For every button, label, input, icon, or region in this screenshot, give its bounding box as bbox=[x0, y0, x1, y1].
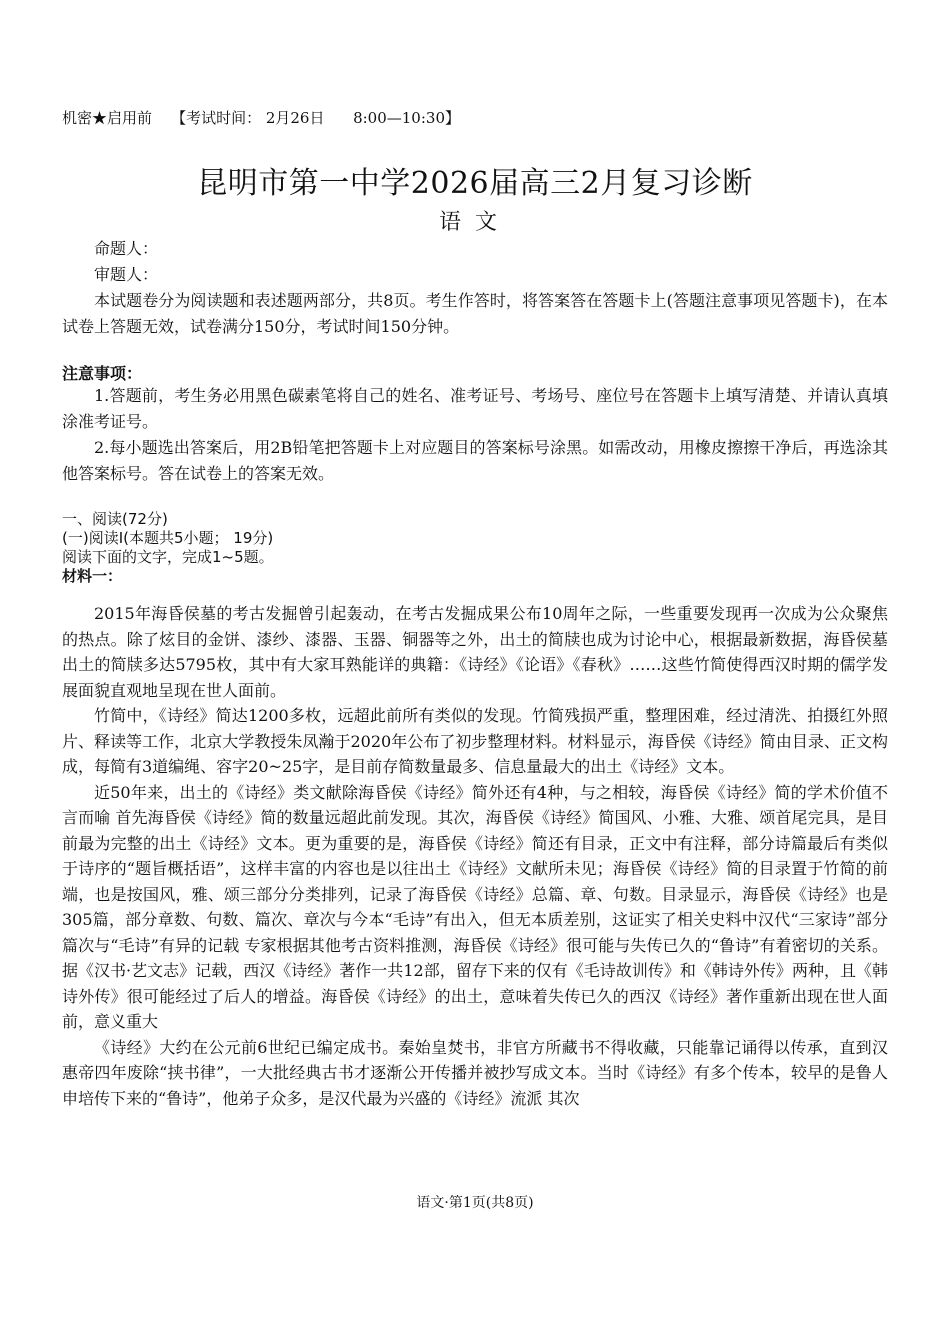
intro-paragraph: 本试题卷分为阅读题和表述题两部分，共8页。考生作答时，将答案答在答题卡上(答题注意事项见答题卡)，在本试卷上答题无效，试卷满分150分，考试时间150分钟。 bbox=[62, 291, 888, 336]
reviewer-label: 审题人： bbox=[94, 265, 159, 284]
confidential-exam-time: 机密★启用前 【考试时间： 2月26日 8:00—10:30】 bbox=[62, 109, 460, 127]
section-headings bbox=[62, 510, 888, 586]
subject-title: 语文 bbox=[438, 210, 511, 235]
exam-meta bbox=[62, 236, 888, 340]
note-item: 2.每小题选出答案后，用2B铅笔把答题卡上对应题目的答案标号涂黑。如需改动，用橡皮擦擦干净后，再选涂其他答案标号。答在试卷上的答案无效。 bbox=[62, 438, 888, 483]
exam-title: 昆明市第一中学2026届高三2月复习诊断 bbox=[197, 166, 753, 201]
paragraph: 《诗经》大约在公元前6世纪已编定成书。秦始皇焚书，非官方所藏书不得收藏，只能靠记诵得以传承，直到汉惠帝四年废除“挟书律”，一大批经典古书才逐渐公开传播并被抄写成文本。当时《诗经》有多个传本，较早的是鲁人申培传下来的“鲁诗”，他弟子众多，是汉代最为兴盛的《诗经》流派 其次 bbox=[62, 1037, 888, 1108]
material-text bbox=[62, 601, 888, 1111]
note-item: 1.答题前，考生务必用黑色碳素笔将自己的姓名、准考证号、考场号、座位号在答题卡上填写清楚、并请认真填涂准考证号。 bbox=[62, 386, 888, 431]
paragraph: 近50年来，出土的《诗经》类文献除海昏侯《诗经》简外还有4种，与之相较，海昏侯《诗经》简的学术价值不言而喻 首先海昏侯《诗经》简的数量远超此前发现。其次，海昏侯《诗经》简国风、小雅、大雅、颂首尾完具，是目前最为完整的出土《诗经》文本。更为重要的是，海昏侯《诗经》简还有目录，正文中有注释，部分诗篇最后有类似于诗序的“题旨概括语”，这样丰富的内容也是以往出土《诗经》文献所未见；海昏侯《诗经》简的目录置于竹简的前端，也是按国风，雅、颂三部分分类排列，记录了海昏侯《诗经》总篇、章、句数。目录显示，海昏侯《诗经》也是305篇，部分章数、句数、篇次、章次与今本“毛诗”有出入，但无本质差别，这证实了相关史料中汉代“三家诗”部分篇次与“毛诗”有异的记载 专家根据其他考古资料推测，海昏侯《诗经》很可能与失传已久的“鲁诗”有着密切的关系。据《汉书·艺文志》记载，西汉《诗经》著作一共12部，留存下来的仅有《毛诗故训传》和《韩诗外传》两种，且《韩诗外传》很可能经过了后人的增益。海昏侯《诗经》的出土，意味着失传已久的西汉《诗经》著作重新出现在世人面前，意义重大 bbox=[62, 782, 888, 1031]
part-heading: 一、阅读(72分) bbox=[62, 510, 168, 528]
notes-list bbox=[62, 383, 888, 487]
notes-heading: 注意事项： bbox=[62, 364, 143, 383]
setter-label: 命题人： bbox=[94, 239, 159, 258]
paragraph: 2015年海昏侯墓的考古发掘曾引起轰动，在考古发掘成果公布10周年之际，一些重要发现再一次成为公众聚焦的热点。除了炫目的金饼、漆纱、漆器、玉器、铜器等之外，出土的简牍也成为讨论中心，根据最新数据，海昏侯墓出土的简牍多达5795枚，其中有大家耳熟能详的典籍：《诗经》《论语》《春秋》……这些竹简使得西汉时期的儒学发展面貌直观地呈现在世人面前。 bbox=[62, 604, 888, 700]
material-label: 材料一： bbox=[62, 567, 123, 585]
page-footer: 语文·第1页(共8页) bbox=[416, 1195, 534, 1211]
paragraph: 竹简中，《诗经》简达1200多枚，远超此前所有类似的发现。竹简残损严重，整理困难，经过清洗、拍摄红外照片、释读等工作，北京大学教授朱凤瀚于2020年公布了初步整理材料。材料显示，海昏侯《诗经》简由目录、正文构成，每简有3道编绳、容字20~25字，是目前存简数量最多、信息量最大的出土《诗经》文本。 bbox=[62, 706, 888, 776]
reading-instruction: 阅读下面的文字，完成1~5题。 bbox=[62, 548, 274, 566]
subpart-heading: (一)阅读Ⅰ(本题共5小题； 19分) bbox=[62, 529, 274, 547]
